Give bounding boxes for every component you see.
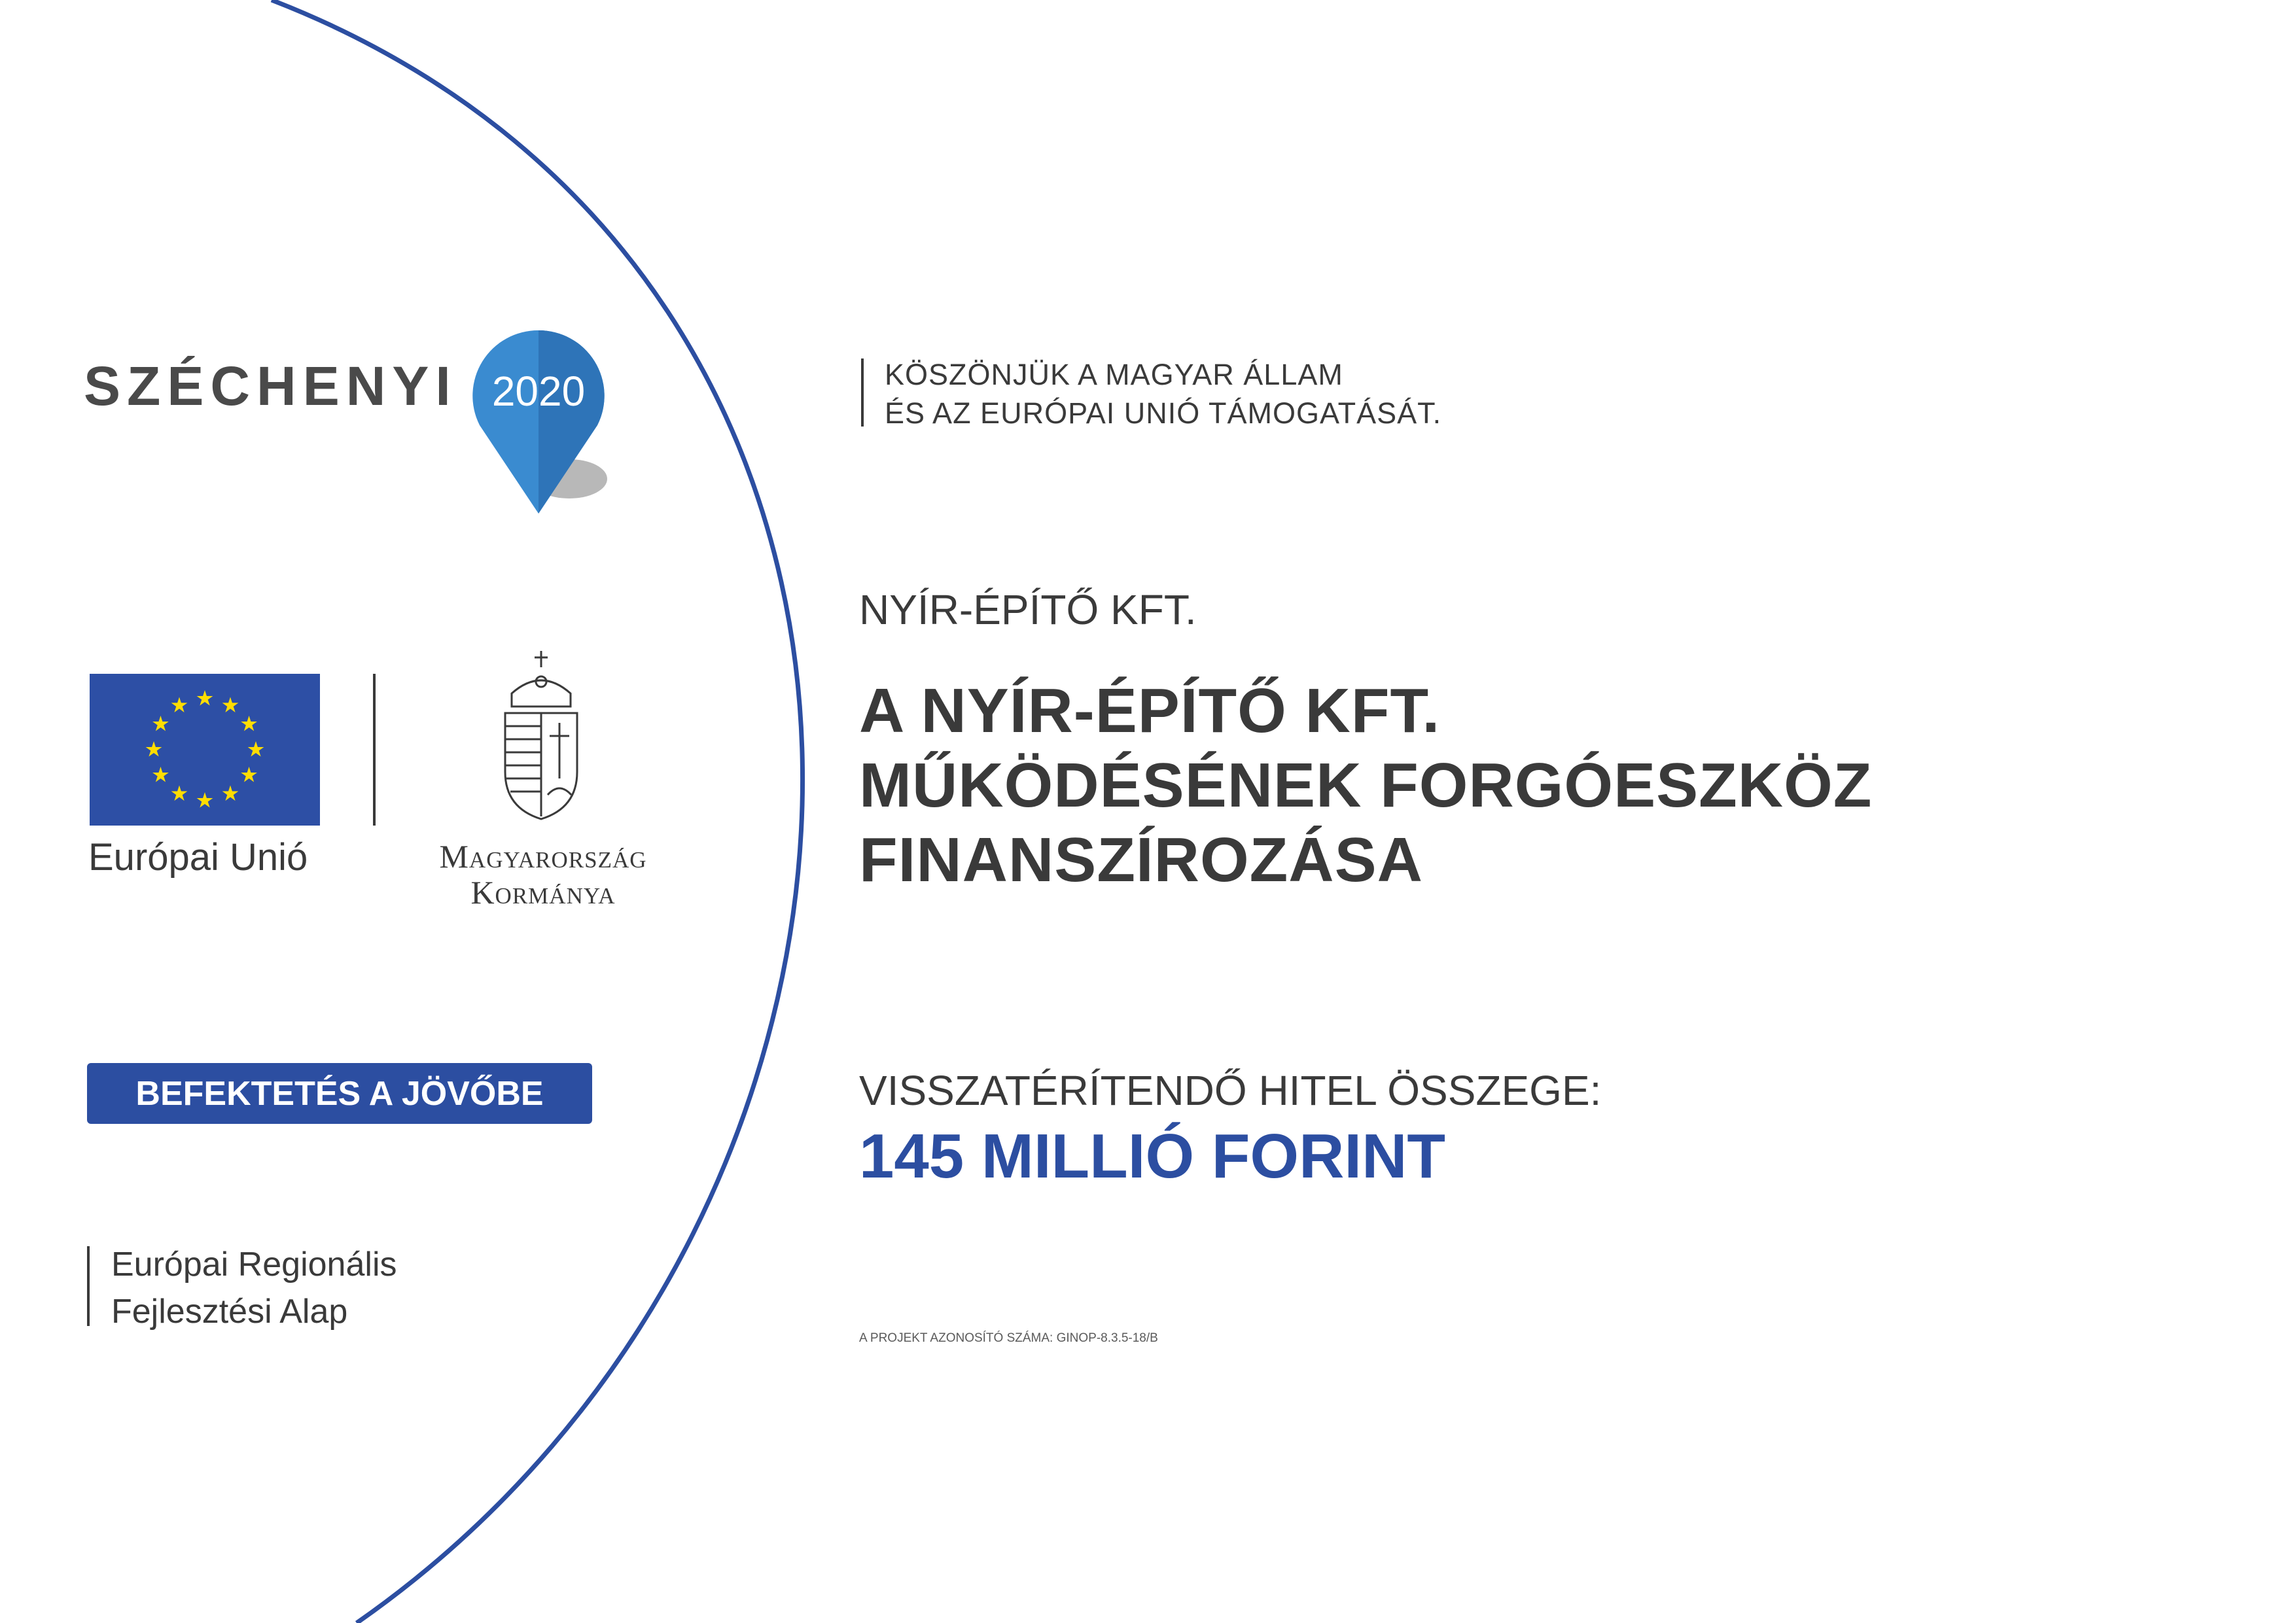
hungarian-government-label <box>393 839 694 911</box>
loan-amount: 145 MILLIÓ FORINT <box>859 1121 1446 1191</box>
szechenyi-2020-pin-icon <box>470 327 607 517</box>
szechenyi-year: 2020 <box>491 368 586 415</box>
logo-divider <box>373 674 376 826</box>
government-line2: Kormánya <box>470 874 616 911</box>
thanks-message <box>885 355 1441 433</box>
project-title <box>859 674 1872 898</box>
project-title-line1: A NYÍR-ÉPÍTŐ KFT. <box>859 676 1441 746</box>
fund-label <box>111 1242 397 1336</box>
company-name: NYÍR-ÉPÍTŐ KFT. <box>859 586 1197 633</box>
project-title-line2: MŰKÖDÉSÉNEK FORGÓESZKÖZ <box>859 750 1873 821</box>
szechenyi-logo-text: SZÉCHENYI <box>84 355 457 417</box>
hungarian-coat-of-arms-icon <box>492 648 590 824</box>
eu-label: Európai Unió <box>88 836 308 879</box>
fund-line1: Európai Regionális <box>111 1246 397 1283</box>
fund-divider <box>87 1246 90 1326</box>
eu-flag-icon <box>90 674 320 826</box>
thanks-line2: ÉS AZ EURÓPAI UNIÓ TÁMOGATÁSÁT. <box>885 396 1442 430</box>
thanks-line1: KÖSZÖNJÜK A MAGYAR ÁLLAM <box>885 358 1343 391</box>
project-id: A PROJEKT AZONOSÍTÓ SZÁMA: GINOP-8.3.5-18/B <box>859 1331 1158 1345</box>
loan-label: VISSZATÉRÍTENDŐ HITEL ÖSSZEGE: <box>859 1067 1602 1114</box>
fund-line2: Fejlesztési Alap <box>111 1292 348 1331</box>
government-line1: Magyarország <box>439 838 647 875</box>
invest-in-future-badge: BEFEKTETÉS A JÖVŐBE <box>87 1063 592 1124</box>
project-title-line3: FINANSZÍROZÁSA <box>859 825 1423 896</box>
thanks-divider <box>861 358 864 427</box>
